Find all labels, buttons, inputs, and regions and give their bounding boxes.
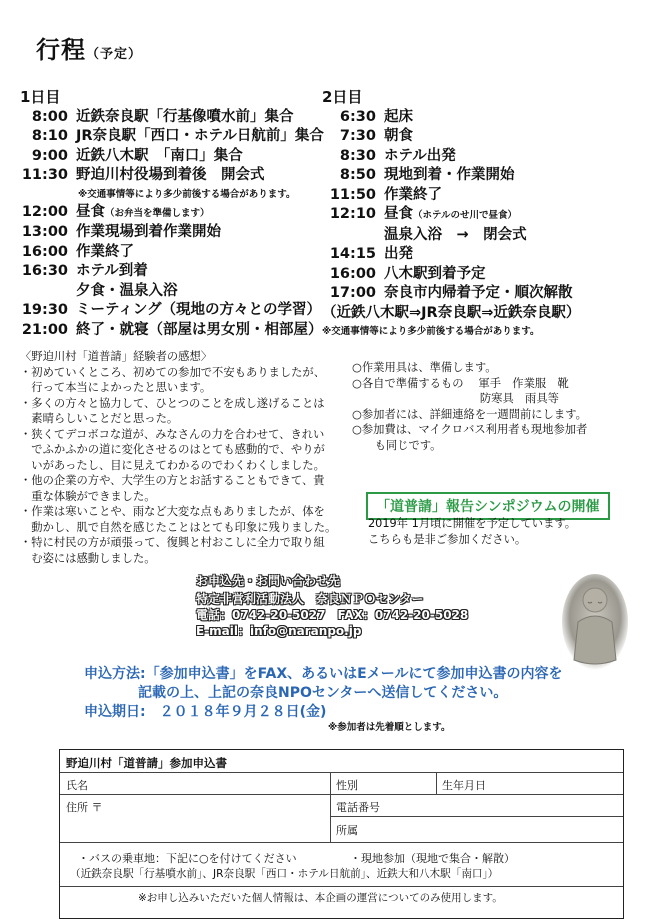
schedule-row: 6:30 起床 bbox=[339, 108, 413, 125]
schedule-row: 8:10 JR奈良駅「西口・ホテル日航前」集合 bbox=[31, 128, 324, 144]
schedule-row: 7:30 朝食 bbox=[339, 128, 413, 144]
schedule-row: 11:50 作業終了 bbox=[329, 186, 442, 203]
symposium-title: 「道普請」報告シンポジウムの開催 bbox=[366, 492, 610, 520]
schedule-row: 12:00 昼食（お弁当を準備します） bbox=[21, 203, 210, 220]
impression-line: ・作業は寒いことや、雨など大変な点もありましたが、体を bbox=[20, 505, 325, 518]
impressions-section bbox=[20, 349, 355, 566]
schedule-row: 14:15 出発 bbox=[329, 246, 413, 262]
bus-stops: （近鉄奈良駅「行基噴水前」、JR奈良駅「西口・ホテル日航前」、近鉄大和八木駅「南口」） bbox=[70, 868, 499, 880]
privacy-note: ※お申し込みいただいた個人情報は、本企画の運営についてのみ使用します。 bbox=[138, 892, 503, 904]
contact-phone: 電話：0742-20-5027 FAX：0742-20-5028 bbox=[196, 608, 469, 622]
apply-method-line1: 申込方法:「参加申込書」をFAX、あるいはEメールにて参加申込書の内容を bbox=[84, 666, 563, 682]
item-line: ○参加者には、詳細連絡を一週間前にします。 bbox=[352, 407, 587, 421]
bus-instruction: ・バスの乗車地：下記に○を付けてください bbox=[78, 852, 297, 865]
schedule-row: 17:00 奈良市内帰着予定・順次解散 bbox=[329, 285, 573, 301]
impression-line: ・多くの方々と協力して、ひとつのことを成し遂げることは bbox=[20, 396, 325, 410]
phone-label: 電話番号 bbox=[336, 801, 380, 814]
schedule-row: 21:00 終了・就寝（部屋は男女別・相部屋） bbox=[21, 321, 323, 338]
schedule-row: 16:30 ホテル到着 bbox=[21, 263, 148, 279]
impression-line: 動かし、肌で自然を感じたことはとても印象に残りました。 bbox=[20, 520, 337, 534]
apply-deadline: 申込期日: ２０１８年９月２８日(金) bbox=[84, 704, 327, 720]
impression-line: ・狭くてデコボコな道が、みなさんの力を合わせて、きれい bbox=[20, 427, 325, 441]
impression-line: ・他の企業の方や、大学生の方とお話することもできて、貴 bbox=[20, 474, 325, 487]
schedule-row: 11:30 野迫川村役場到着後 開会式 bbox=[21, 167, 265, 183]
schedule-row: 13:00 作業現場到着作業開始 bbox=[21, 224, 221, 240]
day2-heading: 2日目 bbox=[322, 88, 363, 106]
route-text: （近鉄八木駅⇒JR奈良駅⇒近鉄奈良駅） bbox=[322, 304, 581, 321]
item-line: 防寒具 雨具等 bbox=[352, 392, 559, 405]
impression-line: ・初めていくところ、初めての参加で不安もありましたが、 bbox=[20, 365, 326, 379]
impression-line: 行って本当によかったと思います。 bbox=[20, 381, 212, 394]
contact-block bbox=[196, 573, 468, 639]
impression-line: いがあったし、目に見えてわかるのでわくわくしました。 bbox=[20, 458, 325, 472]
schedule-row: 8:30 ホテル出発 bbox=[339, 147, 456, 164]
application-info bbox=[84, 665, 562, 722]
name-label: 氏名 bbox=[66, 779, 88, 792]
schedule-row: 16:00 八木駅到着予定 bbox=[329, 265, 486, 282]
schedule-row: 16:00 作業終了 bbox=[21, 243, 134, 260]
symposium-body bbox=[368, 516, 576, 547]
contact-org: 特定非営利活動法人 奈良ＮＰＯセンター bbox=[196, 592, 424, 606]
impression-line: 重な体験ができました。 bbox=[20, 489, 156, 503]
jizo-statue-image bbox=[560, 572, 630, 672]
schedule-row: 8:50 現地到着・作業開始 bbox=[339, 167, 515, 183]
first-come-note: ※参加者は先着順とします。 bbox=[328, 722, 451, 733]
symposium-line: こちらも是非ご参加ください。 bbox=[368, 532, 527, 546]
impression-line: でふかふかの道に変化させるのはとても感動的で、やりが bbox=[20, 443, 325, 456]
day1-schedule bbox=[20, 88, 324, 340]
affiliation-label: 所属 bbox=[336, 824, 358, 837]
contact-email: E-mail：info@naranpo.jp bbox=[196, 624, 362, 638]
address-label: 住所 〒 bbox=[66, 801, 103, 814]
schedule-row: 8:00 近鉄奈良駅「行基像噴水前」集合 bbox=[31, 108, 294, 125]
schedule-row: 9:00 近鉄八木駅 「南口」集合 bbox=[31, 147, 243, 164]
day2-schedule bbox=[322, 88, 580, 340]
local-participation: ・現地参加（現地で集合・解散） bbox=[350, 852, 515, 865]
day1-heading: 1日目 bbox=[20, 88, 61, 106]
page-title: 行程（予定） bbox=[36, 36, 143, 64]
schedule-row: 12:10 昼食（ホテルのせ川で昼食） bbox=[329, 206, 518, 222]
birth-label: 生年月日 bbox=[442, 779, 486, 792]
items-section bbox=[352, 360, 642, 453]
item-line: ○作業用具は、準備します。 bbox=[352, 361, 497, 374]
impression-line: ・特に村民の方が頑張って、復興と村おこしに全力で取り組 bbox=[20, 536, 325, 549]
schedule-row: 温泉入浴 → 閉会式 bbox=[384, 226, 527, 243]
impression-line: 素晴らしいことだと思った。 bbox=[20, 412, 179, 425]
schedule-row: 19:30 ミーティング（現地の方々との学習） bbox=[21, 302, 322, 318]
impressions-heading: 〈野迫川村「道普請」経験者の感想〉 bbox=[20, 350, 213, 363]
traffic-note: ※交通事情等により多少前後する場合があります。 bbox=[322, 326, 540, 337]
application-form bbox=[59, 749, 624, 919]
symposium-line: 2019年 1月頃に開催を予定しています。 bbox=[368, 517, 577, 530]
schedule-row: 夕食・温泉入浴 bbox=[76, 282, 178, 299]
impression-line: む姿には感動しました。 bbox=[20, 551, 156, 565]
contact-heading: お申込先・お問い合わせ先 bbox=[196, 574, 341, 588]
form-title: 野迫川村「道普請」参加申込書 bbox=[66, 756, 227, 770]
item-line: ○各自で準備するもの 軍手 作業服 靴 bbox=[352, 376, 569, 390]
item-line: ○参加費は、マイクロバス利用者も現地参加者 bbox=[352, 423, 588, 436]
apply-method-line2: 記載の上、上記の奈良NPOセンターへ送信してください。 bbox=[138, 685, 508, 701]
gender-label: 性別 bbox=[336, 779, 358, 792]
traffic-note: ※交通事情等により多少前後する場合があります。 bbox=[78, 188, 296, 200]
item-line: も同じです。 bbox=[352, 438, 442, 452]
